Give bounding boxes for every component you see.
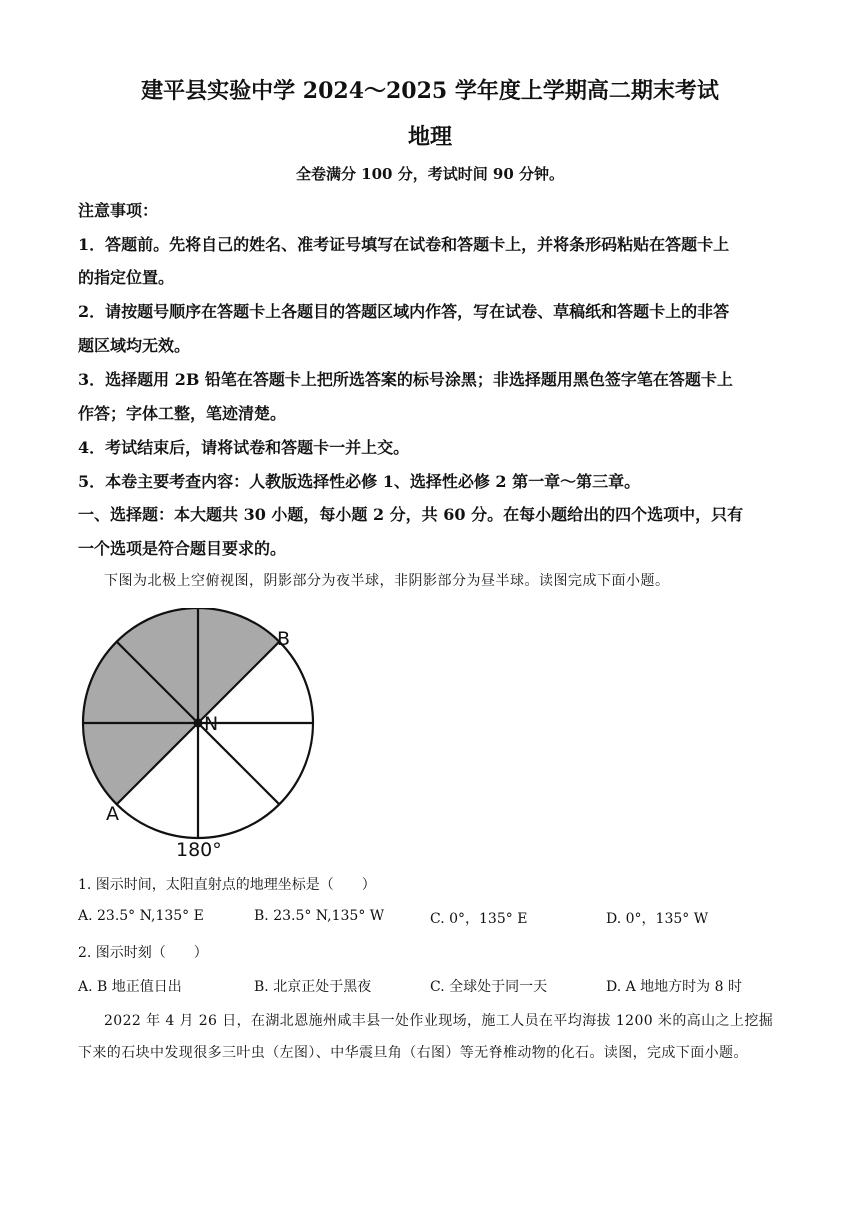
section-heading-cont: 一个选项是符合题目要求的。 xyxy=(78,539,287,558)
polar-diagram xyxy=(78,608,328,864)
group1-intro: 下图为北极上空俯视图，阴影部分为夜半球，非阴影部分为昼半球。读图完成下面小题。 xyxy=(104,573,670,589)
notice-item: 3．选择题用 2B 铅笔在答题卡上把所选答案的标号涂黑；非选择题用黑色签字笔在答题卡上 xyxy=(78,370,733,389)
question-2-option-b: B. 北京正处于黑夜 xyxy=(254,979,372,995)
label-b: B xyxy=(277,628,291,650)
night-sector xyxy=(83,723,198,804)
notice-item: 作答；字体工整，笔迹清楚。 xyxy=(78,404,287,423)
question-1-stem: 1. 图示时间，太阳直射点的地理坐标是（ ） xyxy=(78,877,376,893)
exam-title: 建平县实验中学 2024～2025 学年度上学期高二期末考试 xyxy=(141,78,719,104)
question-2-option-c: C. 全球处于同一天 xyxy=(430,979,548,995)
section-heading: 一、选择题：本大题共 30 小题，每小题 2 分，共 60 分。在每小题给出的四个选项中，只有 xyxy=(78,505,744,524)
notice-item: 5．本卷主要考查内容：人教版选择性必修 1、选择性必修 2 第一章～第三章。 xyxy=(78,472,641,491)
label-n: N xyxy=(204,713,219,735)
group2-intro-line2: 下来的石块中发现很多三叶虫（左图）、中华震旦角（右图）等无脊椎动物的化石。读图，完成下面小题。 xyxy=(78,1045,748,1061)
group2-intro-line1: 2022 年 4 月 26 日，在湖北恩施州咸丰县一处作业现场，施工人员在平均海拔 1200 米的高山之上挖掘 xyxy=(104,1013,774,1029)
question-2-option-d: D. A 地地方时为 8 时 xyxy=(606,979,742,995)
polar-view-figure xyxy=(78,608,328,864)
notice-item: 题区域均无效。 xyxy=(78,336,191,355)
question-1-option-c: C. 0°，135° E xyxy=(430,911,528,927)
question-1-option-d: D. 0°，135° W xyxy=(606,911,709,927)
subject-title: 地理 xyxy=(407,124,452,150)
question-2-option-a: A. B 地正值日出 xyxy=(78,979,182,995)
label-180: 180° xyxy=(176,839,222,861)
notice-item: 的指定位置。 xyxy=(78,268,175,287)
question-1-option-a: A. 23.5° N,135° E xyxy=(78,908,204,924)
label-a: A xyxy=(106,803,119,825)
notice-heading: 注意事项： xyxy=(78,201,159,220)
notice-item: 2．请按题号顺序在答题卡上各题目的答题区域内作答，写在试卷、草稿纸和答题卡上的非答 xyxy=(78,302,730,321)
score-info: 全卷满分 100 分，考试时间 90 分钟。 xyxy=(295,165,565,183)
notice-item: 4．考试结束后，请将试卷和答题卡一并上交。 xyxy=(78,438,410,457)
night-sector xyxy=(198,608,279,723)
notice-item: 1．答题前。先将自己的姓名、准考证号填写在试卷和答题卡上，并将条形码粘贴在答题卡上 xyxy=(78,235,730,254)
north-pole-dot xyxy=(194,719,203,728)
question-1-option-b: B. 23.5° N,135° W xyxy=(254,908,385,924)
question-2-stem: 2. 图示时刻（ ） xyxy=(78,945,208,961)
